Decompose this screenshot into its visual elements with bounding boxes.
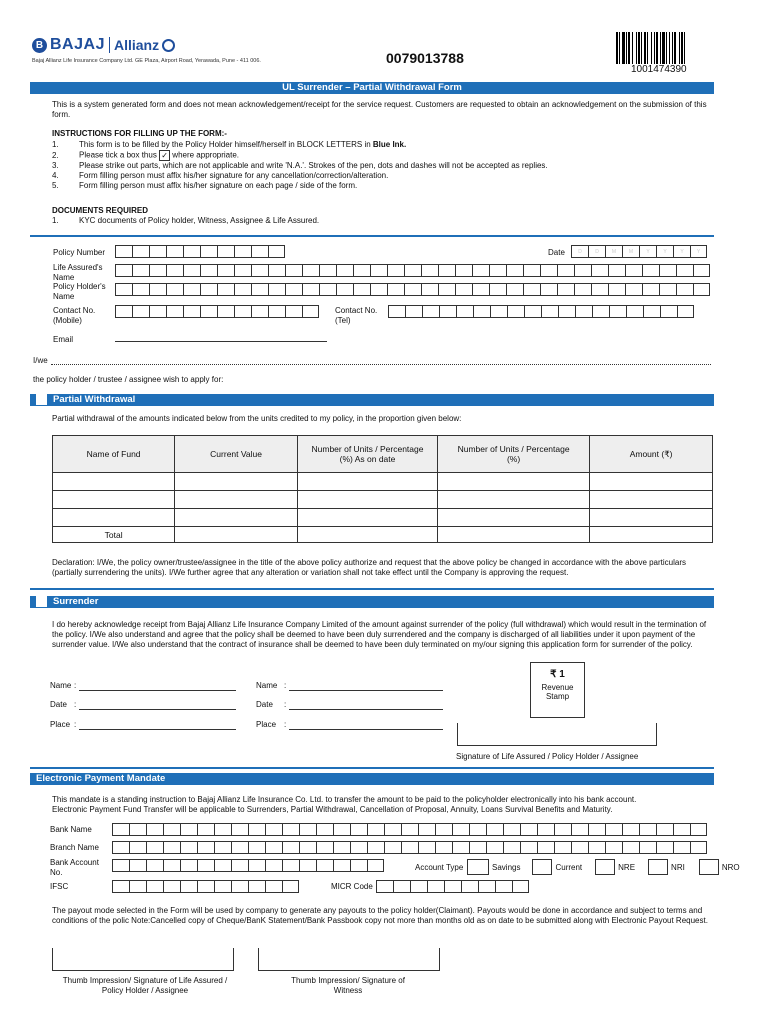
date-box: Y [639, 245, 656, 258]
thumb-signature-box-2[interactable] [258, 948, 440, 971]
partial-withdrawal-checkbox[interactable] [36, 394, 47, 405]
micr-input[interactable] [376, 880, 529, 893]
col-amount: Amount (₹) [590, 436, 713, 473]
contact-mobile-input[interactable] [115, 305, 319, 318]
table-row[interactable] [53, 491, 713, 509]
date-box: M [622, 245, 639, 258]
surrender-place-input-1[interactable] [79, 721, 236, 730]
surrender-place-input-2[interactable] [289, 721, 443, 730]
payment-heading: Electronic Payment Mandate [36, 773, 166, 784]
fund-table [52, 435, 713, 543]
nre-checkbox[interactable] [595, 859, 615, 875]
date-box: M [605, 245, 622, 258]
iwe-input[interactable] [51, 360, 711, 365]
allianz-eagle-icon [162, 39, 175, 52]
surrender-place-label: Place [50, 720, 71, 729]
date-box: Y [690, 245, 707, 258]
divider [30, 235, 714, 237]
iwe-label: I/we [33, 356, 48, 365]
surrender-checkbox[interactable] [36, 596, 47, 607]
nri-checkbox[interactable] [648, 859, 668, 875]
instruction-2: 2. Please tick a box thus ✓ where appropriate. [52, 150, 240, 160]
surrender-name-label: Name [50, 681, 72, 690]
col-units-percentage: Number of Units / Percentage (%) [438, 436, 590, 473]
payment-bar [30, 773, 714, 785]
date-input[interactable] [571, 245, 707, 258]
branch-name-label: Branch Name [50, 843, 99, 852]
surrender-place-label-2: Place [256, 720, 277, 729]
life-assured-input[interactable] [115, 264, 710, 277]
instruction-3: 3. Please strike out parts, which are not applicable and write 'N.A.'. Strokes of the pen, dots and dashes will not be accepted as replies. [52, 161, 548, 170]
account-type-label: Account Type [415, 863, 464, 872]
table-row[interactable] [53, 473, 713, 491]
barcode-number: 1001474390 [631, 64, 687, 75]
thumb-label-2: Thumb Impression/ Signature of Witness [291, 976, 405, 995]
account-no-label: Bank Account No. [50, 858, 99, 877]
surrender-signature-label: Signature of Life Assured / Policy Holder / Assignee [456, 752, 639, 761]
barcode-bar [685, 32, 687, 64]
branch-name-input[interactable] [112, 841, 707, 854]
date-label: Date [548, 248, 565, 257]
nro-checkbox[interactable] [699, 859, 719, 875]
col-name-of-fund: Name of Fund [53, 436, 175, 473]
contact-tel-input[interactable] [388, 305, 694, 318]
form-title-bar [30, 82, 714, 94]
revenue-stamp-box [530, 662, 585, 718]
apply-text: the policy holder / trustee / assignee wish to apply for: [33, 375, 224, 384]
total-label: Total [53, 527, 175, 543]
divider [30, 767, 714, 769]
surrender-date-input-1[interactable] [79, 701, 236, 710]
documents-item: 1. KYC documents of Policy holder, Witness, Assignee & Life Assured. [52, 216, 320, 225]
date-box: Y [673, 245, 690, 258]
form-title: UL Surrender – Partial Withdrawal Form [282, 82, 462, 93]
surrender-bar [30, 596, 714, 608]
surrender-name-label-2: Name [256, 681, 278, 690]
bajaj-logo-icon: B [32, 38, 47, 53]
stamp-label: Revenue Stamp [541, 683, 574, 701]
savings-label: Savings [492, 862, 521, 872]
stamp-value: ₹ 1 [550, 669, 565, 680]
instructions-heading: INSTRUCTIONS FOR FILLING UP THE FORM:- [52, 129, 227, 138]
brand-name-2: Allianz [113, 37, 160, 53]
nre-label: NRE [618, 862, 636, 872]
tick-box-icon: ✓ [159, 150, 170, 161]
email-label: Email [53, 335, 74, 344]
instruction-5: 5. Form filling person must affix his/her signature on each page / side of the form. [52, 181, 358, 190]
bank-name-input[interactable] [112, 823, 707, 836]
policy-number-input[interactable] [115, 245, 285, 258]
savings-checkbox[interactable] [467, 859, 489, 875]
company-address: Bajaj Allianz Life Insurance Company Ltd. GE Plaza, Airport Road, Yerawada, Pune - 411 006. [32, 58, 261, 64]
current-checkbox[interactable] [532, 859, 552, 875]
ifsc-label: IFSC [50, 882, 69, 891]
partial-withdrawal-bar [30, 394, 714, 406]
surrender-date-input-2[interactable] [289, 701, 443, 710]
thumb-label-1: Thumb Impression/ Signature of Life Assured / Policy Holder / Assignee [62, 976, 228, 995]
micr-label: MICR Code [331, 882, 373, 891]
date-box: Y [656, 245, 673, 258]
bank-name-label: Bank Name [50, 825, 92, 834]
col-units-as-on-date: Number of Units / Percentage (%) As on date [297, 436, 437, 473]
instruction-1: 1. This form is to be filled by the Policy Holder himself/herself in BLOCK LETTERS in Blue Ink. [52, 140, 407, 149]
email-input[interactable] [115, 333, 327, 342]
surrender-name-input-1[interactable] [79, 682, 236, 691]
policy-holder-input[interactable] [115, 283, 710, 296]
policy-number-label: Policy Number [53, 248, 106, 257]
barcode [616, 32, 716, 64]
instruction-4: 4. Form filling person must affix his/her signature for any cancellation/correction/alteration. [52, 171, 389, 180]
life-assured-label: Life Assured's Name [53, 263, 103, 282]
policy-holder-label: Policy Holder's Name [53, 282, 106, 301]
documents-heading: DOCUMENTS REQUIRED [52, 206, 149, 215]
payout-text: The payout mode selected in the Form will be used by company to generate any payouts to the policy holder(Claimant). Payouts would be done in accordance and subject to terms and conditions of the polic Note:Cancelled copy of Cheque/BanK Statement/Bank Passbook copy not more than months old as on date to be submitted along with Electronic Payout Request. [52, 906, 708, 925]
payment-text: This mandate is a standing instruction to Bajaj Allianz Life Insurance Co. Ltd. to transfer the amount to be paid to the policyholder electronically into his bank account. Electronic Payment Fund Transfer will be applicable to Surrenders, Partial Withdrawal, Cancellation of Proposal, Annuity, Loans Survival Benefits and Maturity. [52, 795, 637, 814]
date-box: D [588, 245, 605, 258]
date-box: D [571, 245, 588, 258]
thumb-signature-box-1[interactable] [52, 948, 234, 971]
brand-name: BAJAJ [50, 36, 105, 53]
company-logo [32, 36, 175, 54]
current-label: Current [555, 862, 583, 872]
contact-tel-label: Contact No. (Tel) [335, 306, 378, 325]
form-number: 0079013788 [386, 50, 464, 66]
surrender-date-label: Date [50, 700, 67, 709]
col-current-value: Current Value [175, 436, 298, 473]
instructions-list [52, 140, 712, 191]
nro-label: NRO [721, 862, 740, 872]
surrender-name-input-2[interactable] [289, 682, 443, 691]
surrender-heading: Surrender [53, 596, 99, 608]
table-row-total[interactable] [53, 527, 713, 543]
surrender-date-label-2: Date [256, 700, 273, 709]
divider [30, 588, 714, 590]
intro-text: This is a system generated form and does not mean acknowledgement/receipt for the service request. Customers are requested to obtain an acknowledgement on the submission of this form. [52, 100, 707, 119]
declaration-text: Declaration: I/We, the policy owner/trustee/assignee in the title of the above policy authorize and request that the above policy be changed in accordance with the above particulars (partially surrendering the units). I/We further agree that any alteration or variation shall not take effect until the Company is approving the request. [52, 558, 687, 577]
nri-label: NRI [671, 862, 685, 872]
surrender-text: I do hereby acknowledge receipt from Bajaj Allianz Life Insurance Company Limited of the amount against surrender of the policy (full withdrawal) which would result in the termination of the policy. I/We also understand and agree that the policy shall be deemed to have been duly surrendered and the company is discharged of all liabilities under it upon payment of the surrender value. I/We also understand that the contract of insurance shall be deemed to have been duly terminated on my/our signing this application form for surrender of the policy. [52, 620, 707, 649]
account-type-options [467, 859, 740, 875]
partial-text: Partial withdrawal of the amounts indicated below from the units credited to my policy, in the proportion given below: [52, 414, 462, 423]
ifsc-input[interactable] [112, 880, 299, 893]
surrender-signature-box[interactable] [457, 723, 657, 746]
partial-withdrawal-heading: Partial Withdrawal [53, 394, 136, 406]
table-row[interactable] [53, 509, 713, 527]
account-no-input[interactable] [112, 859, 384, 872]
contact-mobile-label: Contact No. (Mobile) [53, 306, 96, 325]
